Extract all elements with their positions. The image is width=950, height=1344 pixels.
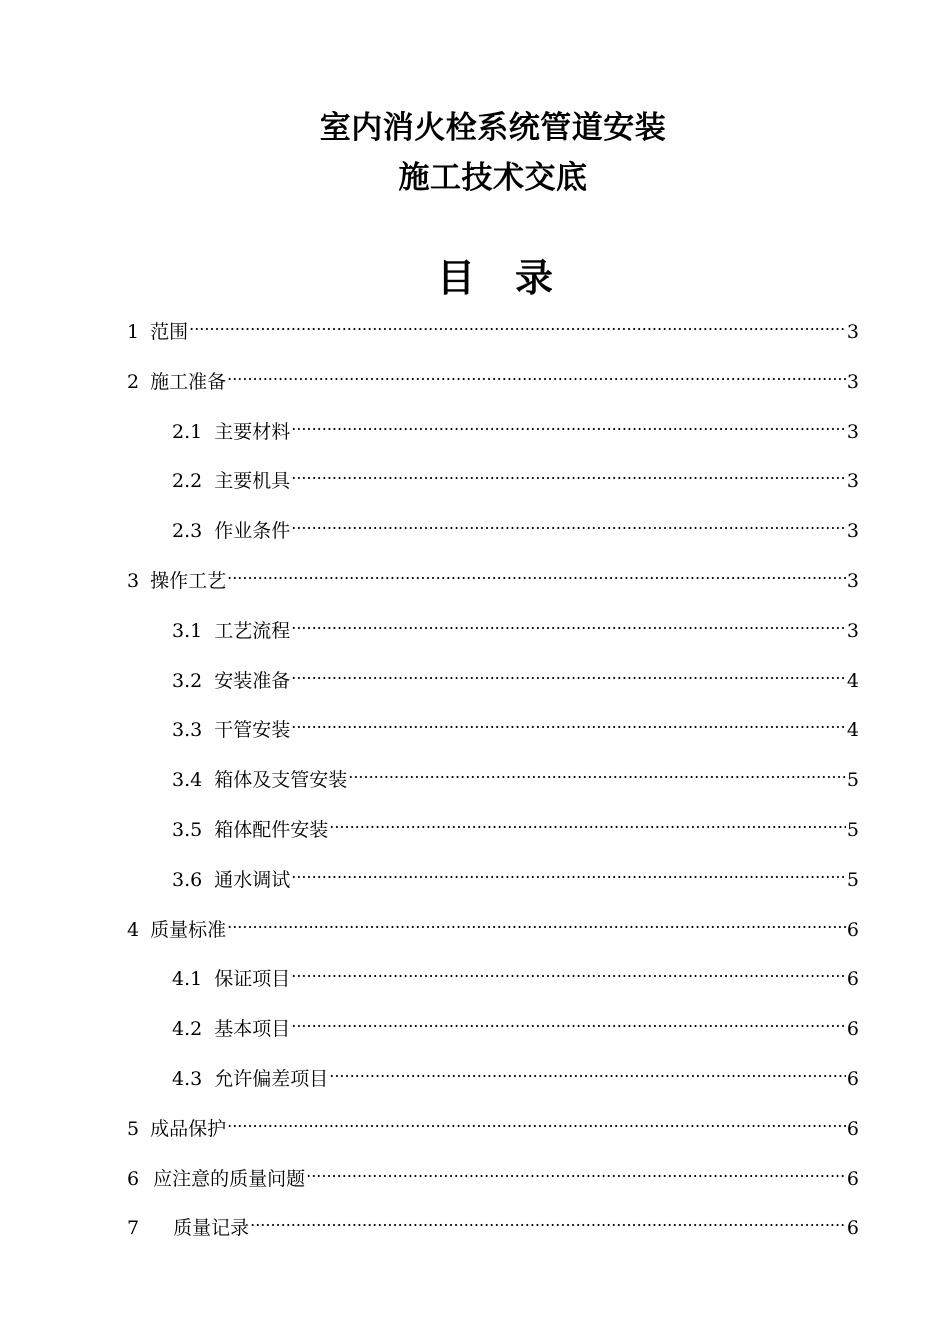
toc-entry-label: 箱体配件安装	[214, 819, 329, 841]
toc-entry-number: 7	[127, 1217, 140, 1239]
toc-entry[interactable]	[172, 710, 859, 741]
toc-dot-leader	[306, 1159, 846, 1185]
toc-dot-leader	[291, 412, 846, 438]
toc-entry-label: 通水调试	[214, 869, 291, 891]
toc-entry[interactable]	[172, 412, 859, 443]
toc-entry[interactable]	[172, 959, 859, 990]
toc-entry-number: 3.4	[172, 769, 203, 791]
toc-entry-number: 3.2	[172, 670, 203, 692]
toc-entry[interactable]	[127, 910, 859, 941]
toc-heading-char-1: 目	[436, 256, 475, 300]
toc-entry-page-number: 6	[846, 1168, 859, 1190]
toc-entry-number: 3.5	[172, 819, 203, 841]
toc-dot-leader	[227, 910, 846, 936]
document-title-line-2: 施工技术交底	[398, 160, 588, 196]
toc-entry-number: 2.2	[172, 470, 203, 492]
toc-entry-number: 4.3	[172, 1068, 203, 1090]
toc-entry-page-number: 6	[846, 1118, 859, 1140]
toc-entry-number: 4.1	[172, 968, 203, 990]
toc-entry-number: 3.6	[172, 869, 203, 891]
toc-heading-char-2: 录	[515, 256, 554, 300]
toc-entry-label: 允许偏差项目	[214, 1068, 329, 1090]
toc-entry-number: 3	[127, 570, 140, 592]
toc-entry-label: 作业条件	[214, 520, 291, 542]
toc-entry-label: 工艺流程	[214, 620, 291, 642]
toc-dot-leader	[291, 511, 846, 537]
toc-entry-number: 2	[127, 371, 140, 393]
toc-entry-label: 施工准备	[150, 371, 227, 393]
toc-entry-number: 3.3	[172, 719, 203, 741]
document-title-line-1: 室内消火栓系统管道安装	[319, 110, 667, 146]
toc-dot-leader	[291, 661, 846, 687]
toc-entry[interactable]	[172, 760, 859, 791]
toc-entry[interactable]	[127, 362, 859, 393]
toc-entry-number: 1	[127, 321, 140, 343]
toc-dot-leader	[348, 760, 846, 786]
toc-dot-leader	[291, 860, 846, 886]
toc-dot-leader	[291, 959, 846, 985]
toc-entry[interactable]	[127, 1208, 859, 1239]
toc-entry-page-number: 5	[846, 869, 859, 891]
toc-entry-page-number: 4	[846, 670, 859, 692]
toc-entry-page-number: 6	[846, 968, 859, 990]
toc-entry-page-number: 3	[846, 470, 859, 492]
toc-dot-leader	[329, 1059, 846, 1085]
toc-dot-leader	[291, 611, 846, 637]
toc-entry-label: 应注意的质量问题	[153, 1168, 306, 1190]
toc-entry[interactable]	[127, 312, 859, 343]
toc-dot-leader	[291, 710, 846, 736]
toc-entry-label: 安装准备	[214, 670, 291, 692]
toc-entry-number: 6	[127, 1168, 140, 1190]
toc-entry-label: 质量标准	[150, 919, 227, 941]
toc-entry-number: 2.1	[172, 421, 203, 443]
toc-entry[interactable]	[172, 810, 859, 841]
toc-entry[interactable]	[172, 860, 859, 891]
toc-entry-label: 成品保护	[150, 1118, 227, 1140]
toc-entry-label: 箱体及支管安装	[214, 769, 348, 791]
toc-dot-leader	[291, 461, 846, 487]
toc-entry[interactable]	[172, 661, 859, 692]
toc-entry-page-number: 5	[846, 769, 859, 791]
toc-entry-page-number: 3	[846, 520, 859, 542]
toc-entry-page-number: 6	[846, 1068, 859, 1090]
toc-entry-label: 质量记录	[173, 1217, 250, 1239]
toc-entry[interactable]	[127, 1159, 859, 1190]
toc-dot-leader	[227, 362, 846, 388]
toc-dot-leader	[227, 561, 846, 587]
toc-entry-label: 操作工艺	[150, 570, 227, 592]
toc-entry[interactable]	[172, 1059, 859, 1090]
toc-dot-leader	[291, 1009, 846, 1035]
toc-entry[interactable]	[127, 1109, 859, 1140]
toc-dot-leader	[329, 810, 846, 836]
toc-entry-number: 4	[127, 919, 140, 941]
toc-dot-leader	[189, 312, 846, 338]
toc-entry-page-number: 6	[846, 919, 859, 941]
toc-entry-label: 基本项目	[214, 1018, 291, 1040]
toc-entry-label: 保证项目	[214, 968, 291, 990]
toc-entry-page-number: 6	[846, 1217, 859, 1239]
toc-entry-page-number: 3	[846, 421, 859, 443]
toc-entry[interactable]	[172, 461, 859, 492]
toc-entry-page-number: 6	[846, 1018, 859, 1040]
toc-entry[interactable]	[172, 611, 859, 642]
toc-entry-page-number: 3	[846, 620, 859, 642]
toc-dot-leader	[250, 1208, 846, 1234]
toc-entry-label: 主要机具	[214, 470, 291, 492]
toc-entry-number: 2.3	[172, 520, 203, 542]
toc-entry-number: 4.2	[172, 1018, 203, 1040]
toc-entry-page-number: 5	[846, 819, 859, 841]
toc-entry[interactable]	[172, 511, 859, 542]
toc-entry-page-number: 4	[846, 719, 859, 741]
toc-entry-number: 5	[127, 1118, 140, 1140]
toc-dot-leader	[227, 1109, 846, 1135]
toc-entry-page-number: 3	[846, 321, 859, 343]
toc-entry-page-number: 3	[846, 371, 859, 393]
toc-entry[interactable]	[172, 1009, 859, 1040]
toc-entry[interactable]	[127, 561, 859, 592]
toc-entry-label: 主要材料	[214, 421, 291, 443]
toc-entry-label: 范围	[150, 321, 189, 343]
toc-entry-page-number: 3	[846, 570, 859, 592]
toc-entry-number: 3.1	[172, 620, 203, 642]
toc-entry-label: 干管安装	[214, 719, 291, 741]
